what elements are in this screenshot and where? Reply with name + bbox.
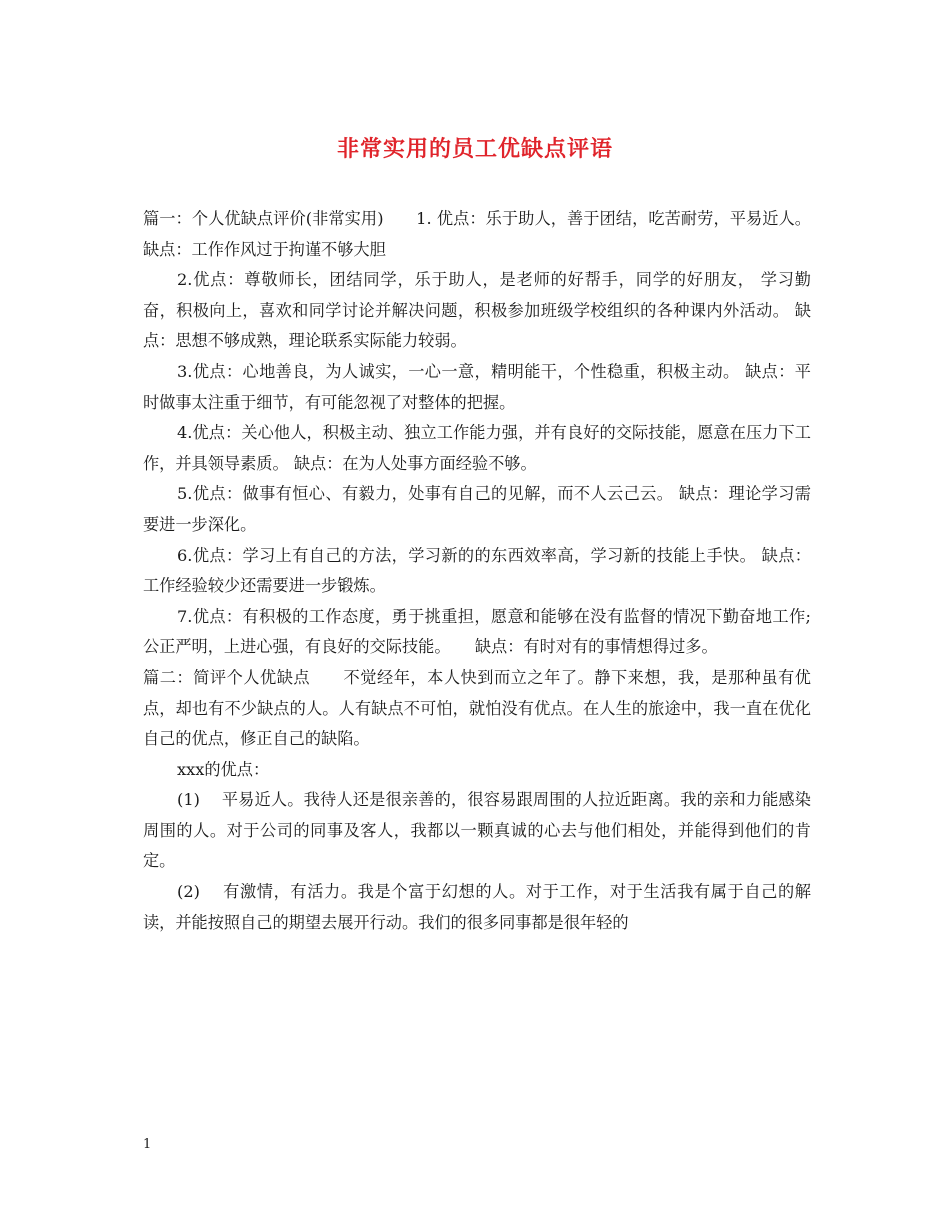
document-title: 非常实用的员工优缺点评语 bbox=[336, 136, 613, 162]
paragraph-4: 4.优点：关心他人，积极主动、独立工作能力强，并有良好的交际技能，愿意在压力下工 作，并具领导素质。 缺点：在为人处事方面经验不够。 bbox=[143, 423, 811, 473]
paragraph-2: 2.优点：尊敬师长，团结同学，乐于助人，是老师的好帮手，同学的好朋友， 学习勤奋，积极向上，喜欢和同学讨论并解决问题，积极参加班级学校组织的各种课内外活动。 缺点：思想不够成熟，理论联系实际能力较弱。 bbox=[143, 270, 811, 351]
page-number: 1 bbox=[143, 1137, 152, 1152]
paragraph-6: 6.优点：学习上有自己的方法，学习新的的东西效率高，学习新的技能上手快。 缺点：工作经验较少还需要进一步锻炼。 bbox=[143, 545, 811, 596]
paragraph-5: 5.优点：做事有恒心、有毅力，处事有自己的见解，而不人云己云。 缺点：理论学习需要进一步深化。 bbox=[143, 484, 811, 534]
paragraph-1: 篇一：个人优缺点评价(非常实用) 1. 优点：乐于助人，善于团结，吃苦耐劳，平易近人。 缺点：工作作风过于拘谨不够大胆 bbox=[143, 209, 811, 259]
paragraph-11: (2) 有激情，有活力。我是个富于幻想的人。对于工作，对于生活我有属于自己的解读，并能按照自己的期望去展开行动。我们的很多同事都是很年轻的 bbox=[143, 882, 811, 932]
paragraph-10: (1) 平易近人。我待人还是很亲善的，很容易跟周围的人拉近距离。我的亲和力能感染周围的人。对于公司的同事及客人，我都以一颗真诚的心去与他们相处，并能得到他们的肯定。 bbox=[143, 790, 811, 871]
paragraph-8: 篇二：简评个人优缺点 不觉经年，本人快到而立之年了。静下来想，我，是那种虽有优点，却也有不少缺点的人。人有缺点不可怕，就怕没有优点。在人生的旅途中，我一直在优化自己的优点，修正自己的缺陷。 bbox=[143, 667, 811, 749]
document-body bbox=[143, 204, 811, 938]
paragraph-7: 7.优点：有积极的工作态度，勇于挑重担，愿意和能够在没有监督的情况下勤奋地工作; 公正严明，上进心强，有良好的交际技能。 缺点：有时对有的事情想得过多。 bbox=[143, 606, 811, 657]
paragraph-9: xxx的优点： bbox=[177, 759, 270, 779]
paragraph-3: 3.优点：心地善良，为人诚实，一心一意，精明能干，个性稳重，积极主动。 缺点：平时做事太注重于细节，有可能忽视了对整体的把握。 bbox=[143, 361, 811, 412]
